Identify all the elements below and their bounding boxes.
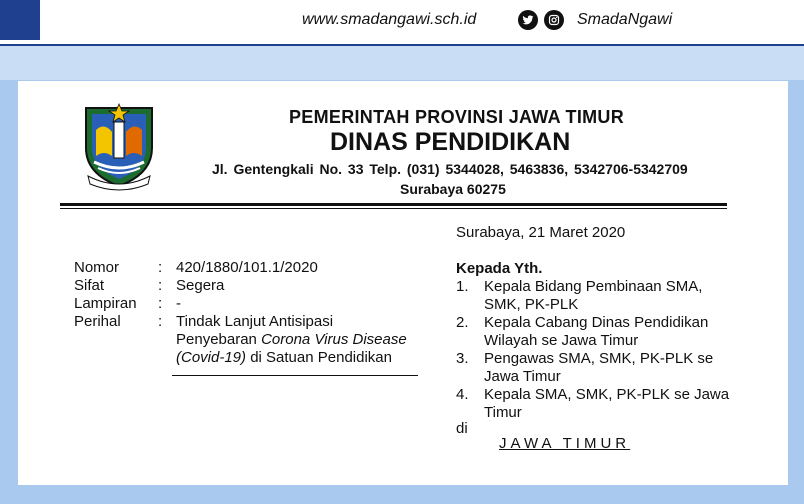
meta-label: Lampiran	[74, 295, 137, 312]
letterhead-rule-thin	[60, 208, 727, 209]
perihal-line3-plain: di Satuan Pendidikan	[246, 349, 392, 366]
recipient-text: Pengawas SMA, SMK, PK-PLK se Jawa Timur	[484, 350, 714, 385]
letter-date: Surabaya, 21 Maret 2020	[456, 224, 626, 241]
meta-label: Sifat	[74, 277, 105, 294]
recipients-list	[456, 278, 734, 422]
social-icons	[518, 10, 564, 30]
letterhead-address: Jl. Gentengkali No. 33 Telp. (031) 5344028, 5463836, 5342706-5342709	[212, 161, 688, 177]
top-bar	[0, 0, 804, 46]
letterhead-rule-thick	[60, 203, 727, 206]
meta-value: 420/1880/101.1/2020	[176, 259, 318, 276]
letterhead-government: PEMERINTAH PROVINSI JAWA TIMUR	[289, 107, 625, 127]
meta-value: -	[176, 295, 181, 312]
recipients-block	[456, 260, 734, 422]
meta-row	[74, 295, 416, 313]
letterhead-agency: DINAS PENDIDIKAN	[330, 128, 571, 156]
perihal-line1: Tindak Lanjut Antisipasi	[176, 313, 334, 330]
recipient-number: 1.	[456, 278, 469, 295]
recipient-number: 4.	[456, 386, 469, 403]
letterhead-city: Surabaya 60275	[400, 181, 506, 197]
meta-colon: :	[158, 295, 163, 312]
list-item	[456, 386, 734, 422]
top-accent-block	[0, 0, 40, 40]
recipient-number: 3.	[456, 350, 469, 367]
meta-colon: :	[158, 259, 163, 276]
recipient-text: Kepala Cabang Dinas Pendidikan Wilayah se Jawa Timur	[484, 314, 709, 349]
social-handle[interactable]: SmadaNgawi	[577, 11, 673, 28]
meta-colon: :	[158, 313, 163, 330]
list-item	[456, 350, 734, 386]
province-emblem-icon	[74, 100, 164, 192]
meta-row	[74, 259, 416, 277]
perihal-line2-plain: Penyebaran	[176, 331, 262, 348]
recipients-di: di	[456, 420, 468, 437]
perihal-line3-italic: (Covid-19)	[176, 349, 247, 366]
recipients-title: Kepada Yth.	[456, 260, 543, 277]
instagram-icon[interactable]	[544, 10, 564, 30]
list-item	[456, 278, 734, 314]
perihal-value	[176, 313, 416, 367]
recipient-number: 2.	[456, 314, 469, 331]
meta-row-perihal	[74, 313, 416, 367]
letter-meta	[74, 259, 416, 367]
meta-label: Perihal	[74, 313, 121, 330]
meta-colon: :	[158, 277, 163, 294]
meta-row	[74, 277, 416, 295]
perihal-line2-italic: Corona Virus Disease	[261, 331, 407, 348]
website-link[interactable]: www.smadangawi.sch.id	[302, 11, 477, 28]
recipient-text: Kepala SMA, SMK, PK-PLK se Jawa Timur	[484, 386, 730, 421]
list-item	[456, 314, 734, 350]
recipients-place: JAWA TIMUR	[499, 435, 631, 452]
recipient-text: Kepala Bidang Pembinaan SMA, SMK, PK-PLK	[484, 278, 703, 313]
perihal-underline	[172, 375, 418, 376]
document-frame-top	[0, 46, 804, 80]
meta-value: Segera	[176, 277, 225, 294]
meta-label: Nomor	[74, 259, 120, 276]
twitter-icon[interactable]	[518, 10, 538, 30]
